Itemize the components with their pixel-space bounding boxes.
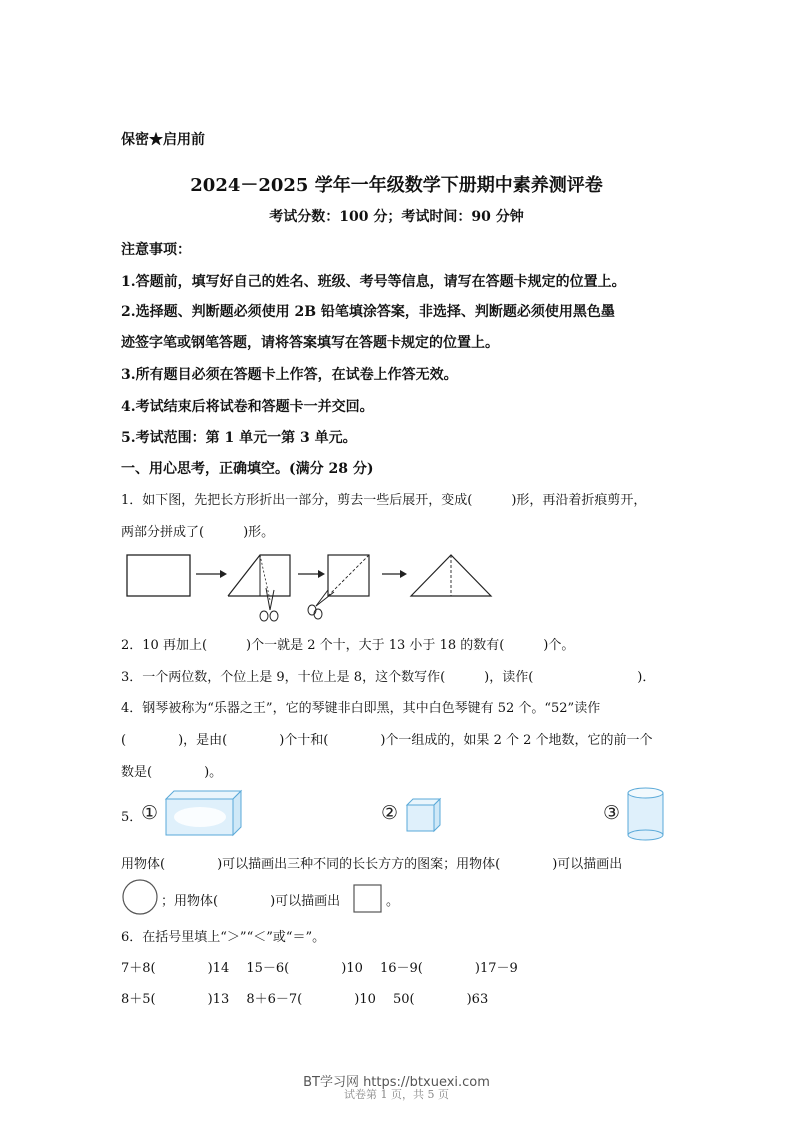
rectangle-shape: [127, 555, 190, 596]
question-4-line-3: 数是( )。: [121, 765, 223, 780]
scissors-icon: [260, 588, 278, 621]
square-shape: [353, 884, 383, 914]
object-label-3: ③: [603, 802, 621, 824]
question-5-number: 5．: [121, 810, 143, 825]
circle-shape: [121, 878, 159, 916]
cylinder-object: [626, 786, 666, 842]
triangle-shape: [411, 555, 491, 596]
arrow-icon: [298, 570, 325, 578]
arrow-icon: [382, 570, 407, 578]
folded-shape-2: [328, 555, 369, 596]
folding-diagram: [120, 548, 500, 628]
exam-info: 考试分数：100 分；考试时间：90 分钟: [269, 209, 524, 225]
question-4-line-2: ( )，是由( )个十和( )个一组成的，如果 2 个 2 个地数，它的前一个: [121, 733, 653, 748]
question-4-line-1: 4．钢琴被称为“乐器之王”，它的琴键非白即黑，其中白色琴键有 52 个。“52”读作: [121, 701, 601, 716]
cube-object: [405, 797, 443, 833]
question-1-line-1: 1．如下图，先把长方形折出一部分，剪去一些后展开，变成( )形，再沿着折痕剪开，: [121, 493, 647, 508]
note-item-4: 4.考试结束后将试卷和答题卡一并交回。: [121, 399, 374, 415]
note-item-2-cont: 迹签字笔或钢笔答题，请将答案填写在答题卡规定的位置上。: [121, 335, 499, 351]
question-5-end: 。: [386, 894, 400, 909]
arrow-icon: [196, 570, 227, 578]
note-item-3: 3.所有题目必须在答题卡上作答，在试卷上作答无效。: [121, 367, 458, 383]
object-label-1: ①: [141, 802, 159, 824]
page-number: 试卷第 1 页，共 5 页: [344, 1088, 449, 1101]
secret-label: 保密★启用前: [121, 132, 205, 148]
folded-shape-1: [228, 555, 290, 600]
notes-heading: 注意事项：: [121, 242, 191, 258]
cuboid-object: [163, 789, 243, 839]
question-1-line-2: 两部分拼成了( )形。: [121, 525, 275, 540]
question-6-row-2: 8＋5( )13 8＋6－7( )10 50( )63: [121, 992, 489, 1007]
exam-title: 2024－2025 学年一年级数学下册期中素养测评卷: [190, 175, 603, 196]
question-6-heading: 6．在括号里填上“＞”“＜”或“＝”。: [121, 930, 326, 945]
watermark: BT学习网 https://btxuexi.com: [303, 1075, 490, 1090]
note-item-5: 5.考试范围：第 1 单元一第 3 单元。: [121, 430, 357, 446]
section-heading: 一、用心思考，正确填空。(满分 28 分): [121, 461, 374, 477]
question-5-line-1: 用物体( )可以描画出三种不同的长长方方的图案；用物体( )可以描画出: [121, 857, 623, 872]
question-3: 3．一个两位数，个位上是 9，十位上是 8，这个数写作( )，读作( )．: [121, 670, 656, 685]
note-item-2: 2.选择题、判断题必须使用 2B 铅笔填涂答案，非选择、判断题必须使用黑色墨: [121, 304, 615, 320]
object-label-2: ②: [381, 802, 399, 824]
question-5-line-2: ；用物体( )可以描画出: [161, 894, 341, 909]
note-item-1: 1.答题前，填写好自己的姓名、班级、考号等信息，请写在答题卡规定的位置上。: [121, 274, 626, 290]
question-2: 2．10 再加上( )个一就是 2 个十，大于 13 小于 18 的数有( )个。: [121, 638, 575, 653]
question-6-row-1: 7＋8( )14 15－6( )10 16－9( )17－9: [121, 961, 518, 976]
